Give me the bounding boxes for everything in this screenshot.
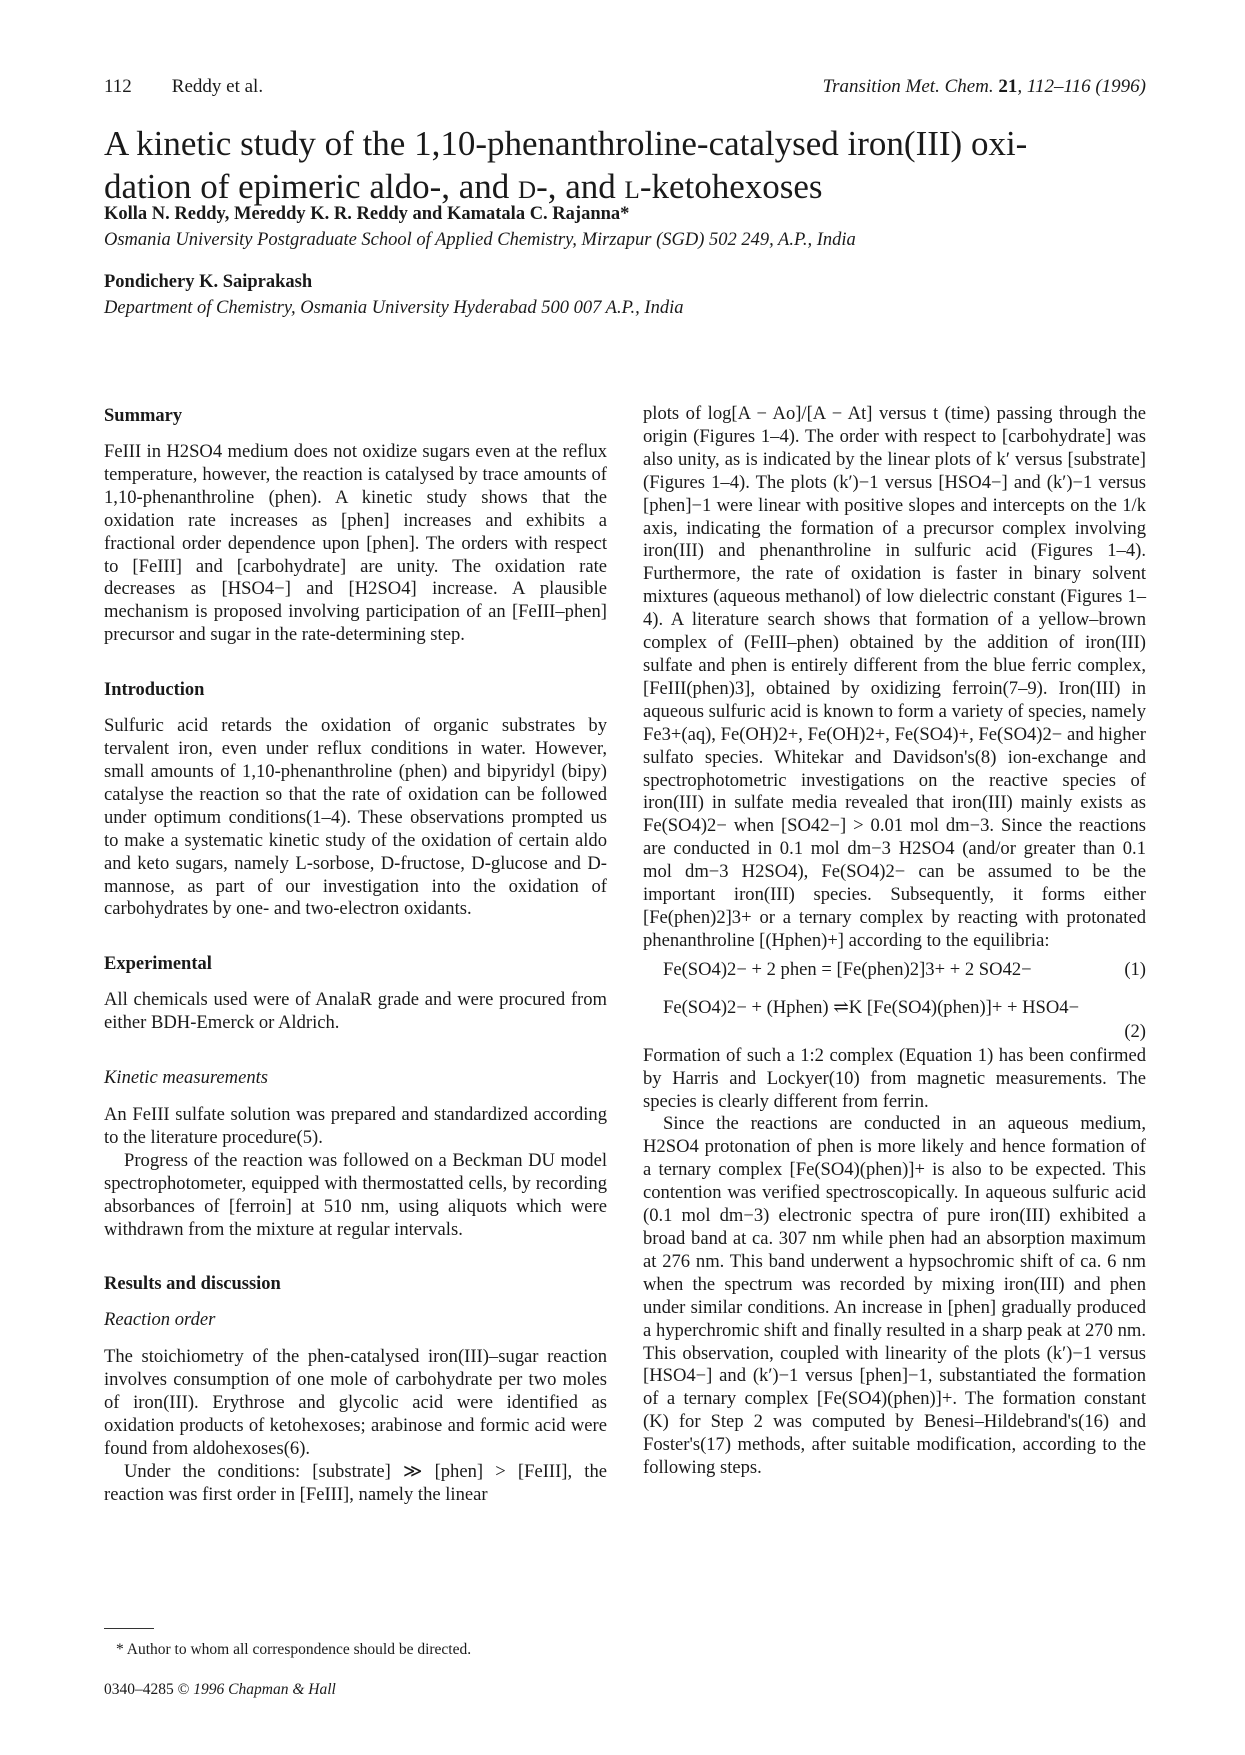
issn-copyright: 0340–4285 © 1996 Chapman & Hall [104,1681,336,1698]
article-title: A kinetic study of the 1,10-phenanthroline-catalysed iron(III) oxi- dation of epimeric aldo-, and d-, and l-ketohexoses [104,124,1028,206]
results-paragraph-1: The stoichiometry of the phen-catalysed iron(III)–sugar reaction involves consumption of one mole of carbohydrate per two moles of iron(III). Erythrose and glycolic acid were identified as oxidation products of ketohexoses; arabinose and formic acid were found from aldohexoses(6). [104,1346,607,1459]
kinetic-paragraph-2: Progress of the reaction was followed on a Beckman DU model spectrophotometer, equipped with thermostatted cells, by recording absorbances of [ferroin] at 510 nm, using aliquots which were withdrawn from the mixture at regular intervals. [104,1149,607,1240]
right-column [643,403,1146,1480]
running-header [104,74,1146,100]
page-number: 112 [104,76,132,97]
experimental-text: All chemicals used were of AnalaR grade and were procured from either BDH-Emerck or Aldrich. [104,989,607,1034]
journal-pages: , 112–116 (1996) [1017,76,1146,97]
author-list-2: Pondichery K. Saiprakash [104,272,313,292]
equation-1-formula: Fe(SO4)2− + 2 phen = [Fe(phen)2]3+ + 2 SO42− [663,958,1032,980]
kinetic-paragraph-1: An FeIII sulfate solution was prepared and standardized according to the literature procedure(5). [104,1104,607,1148]
right-paragraph-3: Since the reactions are conducted in an aqueous medium, H2SO4 protonation of phen is more likely and hence formation of a ternary complex [Fe(SO4)(phen)]+ is also to be expected. This contention was verified spectroscopically. In aqueous sulfuric acid (0.1 mol dm−3) electronic spectra of pure iron(III) exhibited a broad band at ca. 307 nm while phen had an absorption maximum at 276 nm. This band underwent a hypsochromic shift of ca. 6 nm when the spectrum was recorded by mixing iron(III) and phen under similar conditions. An increase in [phen] gradually produced a hyperchromic shift and finally resulted in a sharp peak at 270 nm. This observation, coupled with linearity of the plots (k′)−1 versus [HSO4−] and (k′)−1 versus [phen]−1, substantiated the formation of a ternary complex [Fe(SO4)(phen)]+. The formation constant (K) for Step 2 was computed by Benesi–Hildebrand's(16) and Foster's(17) methods, after suitable modification, according to the following steps. [643,1113,1146,1479]
introduction-heading: Introduction [104,680,205,701]
results-heading: Results and discussion [104,1274,281,1295]
journal-volume: 21 [998,76,1018,97]
footnote: * Author to whom all correspondence should be directed. [116,1641,472,1658]
right-paragraph-1: plots of log[A − Ao]/[A − At] versus t (time) passing through the origin (Figures 1–4). The order with respect to [carbohydrate] was also unity, as is indicated by the linear plots of k′ versus [substrate] (Figures 1–4). The plots (k′)−1 versus [HSO4−] and (k′)−1 versus [phen]−1 were linear with positive slopes and intercepts on the 1/k axis, indicating the formation of a precursor complex involving iron(III) and phenanthroline in sulfuric acid (Figures 1–4). Furthermore, the rate of oxidation is faster in binary solvent mixtures (aqueous methanol) of low dielectric constant (Figures 1–4). A literature search shows that formation of a yellow–brown complex of (FeIII–phen) obtained by the addition of iron(III) sulfate and phen is entirely different from the blue ferric complex, [FeIII(phen)3], obtained by oxidizing ferroin(7–9). Iron(III) in aqueous sulfuric acid is known to form a variety of species, namely Fe3+(aq), Fe(OH)2+, Fe(OH)2+, Fe(SO4)+, Fe(SO4)2− and higher sulfato species. Whitekar and Davidson's(8) ion-exchange and spectrophotometric investigations on the reactive species of iron(III) in sulfate media revealed that iron(III) mainly exists as Fe(SO4)2− when [SO42−] > 0.01 mol dm−3. Since the reactions are conducted in 0.1 mol dm−3 H2SO4 (and/or greater than 0.1 mol dm−3 H2SO4), Fe(SO4)2− can be assumed to be the important iron(III) species. Subsequently, it forms either [Fe(phen)2]3+ or a ternary complex by reacting with protonated phenanthroline [(Hphen)+] according to the equilibria: [643,403,1146,951]
equation-2 [643,987,1146,1045]
equation-2-number: (2) [1124,1020,1146,1042]
publisher: 1996 Chapman & Hall [193,1681,336,1698]
reaction-order-heading: Reaction order [104,1309,216,1331]
summary-text: FeIII in H2SO4 medium does not oxidize sugars even at the reflux temperature, however, the reaction is catalysed by trace amounts of 1,10-phenanthroline (phen). A kinetic study shows that the oxidation rate increases as [phen] increases and exhibits a fractional order dependence upon [phen]. The orders with respect to [FeIII] and [carbohydrate] are unity. The oxidation rate decreases as [HSO4−] and [H2SO4] increase. A plausible mechanism is proposed involving participation of an [FeIII–phen] precursor and sugar in the rate-determining step. [104,441,607,646]
left-column [104,405,607,1507]
affiliation-1: Osmania University Postgraduate School of Applied Chemistry, Mirzapur (SGD) 502 249, A.P., India [104,230,856,250]
header-left [104,74,263,100]
journal-name: Transition Met. Chem. [822,76,994,97]
affiliation-2: Department of Chemistry, Osmania University Hyderabad 500 007 A.P., India [104,298,684,318]
introduction-text: Sulfuric acid retards the oxidation of organic substrates by tervalent iron, even under reflux conditions in water. However, small amounts of 1,10-phenanthroline (phen) and bipyridyl (bipy) catalyse the reaction so that the rate of oxidation can be followed under optimum conditions(1–4). These observations prompted us to make a systematic kinetic study of the oxidation of certain aldo and keto sugars, namely L-sorbose, D-fructose, D-glucose and D-mannose, as part of our investigation into the oxidation of carbohydrates by one- and two-electron oxidants. [104,715,607,920]
journal-citation [823,74,1146,100]
running-authors: Reddy et al. [171,76,264,97]
equation-2-formula: Fe(SO4)2− + (Hphen) ⇌K [Fe(SO4)(phen)]+ + HSO4− [663,996,1080,1018]
summary-heading: Summary [104,406,183,426]
results-paragraph-2: Under the conditions: [substrate] ≫ [phen] > [FeIII], the reaction was first order in [FeIII], namely the linear [104,1460,607,1505]
author-list-1: Kolla N. Reddy, Mereddy K. R. Reddy and Kamatala C. Rajanna* [104,204,630,224]
right-paragraph-2: Formation of such a 1:2 complex (Equation 1) has been confirmed by Harris and Lockyer(10) from magnetic measurements. The species is clearly different from ferrin. [643,1044,1146,1112]
footnote-rule [104,1628,154,1629]
experimental-heading: Experimental [104,954,212,975]
equation-1-number: (1) [1124,958,1146,980]
kinetic-measurements-heading: Kinetic measurements [104,1067,269,1089]
equation-1 [643,953,1146,987]
